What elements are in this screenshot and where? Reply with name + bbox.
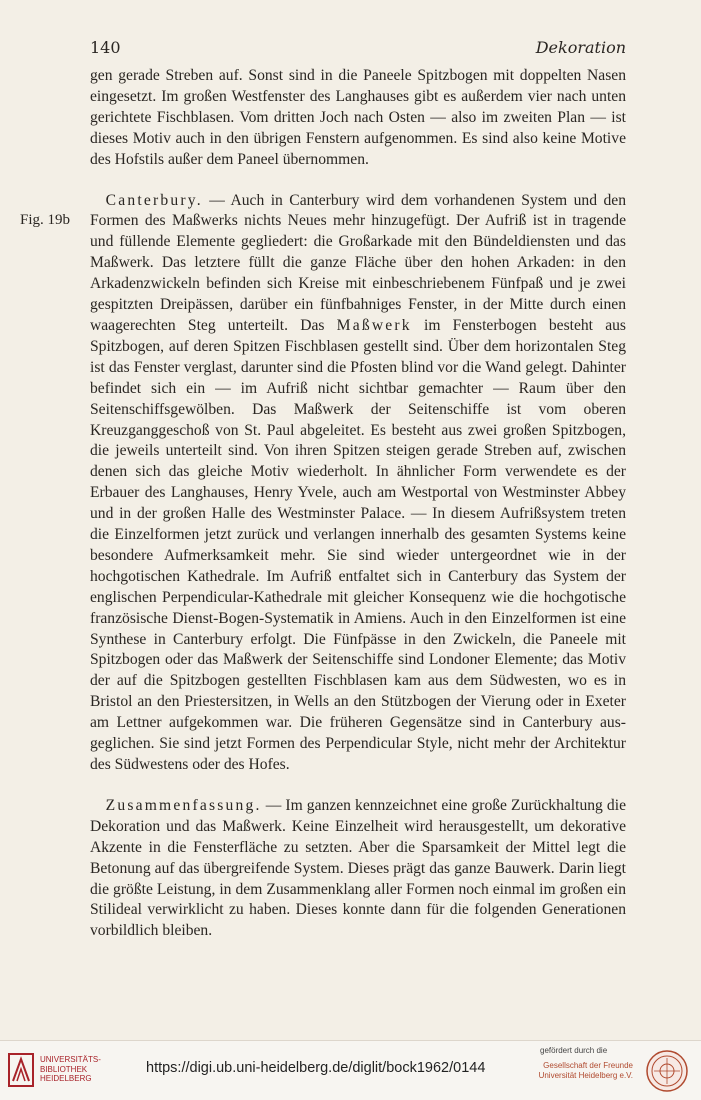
paragraph-canterbury — [90, 191, 626, 776]
paragraph-continuation: gen gerade Streben auf. Sonst sind in die Paneele Spitzbogen mit doppelten Nasen eingesetzt. Im großen Westfenster des Langhauses gibt es außerdem vier nach unten gerichtete Fischblasen. Vom dritten Joch nach Osten — also im zweiten Plan — ist dieses Motiv auch in den übrigen Fenstern aufgenommen. Es sind also keine Motive des Hofstils außer dem Paneel übernommen. — [90, 67, 626, 168]
page-header — [90, 38, 626, 60]
university-library-logo-icon[interactable] — [8, 1053, 34, 1087]
figure-margin-reference: Fig. 19b — [20, 212, 71, 228]
paragraph-canterbury-text-a: — Auch in Canterbury wird dem vorhandenen System und den Formen des Maßwerks nichts Neues mehr hinzugefügt. Der Aufriß ist in tragende und füllende Elemente gegliedert: die Großarkade mit den Bündeldiensten und das Maßwerk. Das letztere füllt die ganze Fläche über den hohen Arkaden: in den Arkadenzwickeln befinden sich Kreise mit einbeschriebenem Fünfpaß und je zwei gespitzten Dreipässen, darüber ein fünfbahniges Fenster, in der Mitte durch einen waagerechten Steg unterteilt. Das — [90, 191, 626, 334]
sponsor-name-line: Universität Heidelberg e.V. — [538, 1071, 633, 1080]
running-title: Dekoration — [535, 38, 626, 57]
section-lead-canterbury: Canterbury. — [105, 191, 203, 209]
sponsor-label: gefördert durch die — [540, 1046, 608, 1055]
spaced-term-masswerk: Maßwerk — [336, 316, 412, 334]
page-number: 140 — [90, 38, 121, 57]
permalink-url[interactable]: https://digi.ub.uni-heidelberg.de/diglit/bock1962/0144 — [146, 1060, 486, 1076]
sponsor-name-line: Gesellschaft der Freunde — [543, 1061, 633, 1070]
library-name-line: HEIDELBERG — [40, 1074, 92, 1083]
digitization-footer — [0, 1040, 701, 1100]
paragraph-gap — [90, 776, 626, 796]
library-name-line: BIBLIOTHEK — [40, 1064, 88, 1074]
paragraph-summary — [90, 796, 626, 942]
library-name-line: UNIVERSITÄTS- — [40, 1055, 101, 1064]
paragraph-gap — [90, 171, 626, 191]
university-seal-icon[interactable] — [645, 1049, 689, 1093]
university-library-name[interactable] — [40, 1055, 101, 1084]
body-text — [90, 66, 626, 942]
section-lead-summary: Zusammenfassung. — [105, 796, 262, 814]
paragraph-summary-text: — Im ganzen kennzeichnet eine große Zurückhaltung die Dekoration und das Maßwerk. Keine Einzelheit wird herausgestellt, um dekorative Akzente in die Fensterfläche zu setzten. Aber die Sparsamkeit der Mittel legt die Betonung auf das übergreifende System. Dieses prägt das ganze Bauwerk. Darin liegt die größte Leistung, in dem Zusammenklang aller Formen noch einmal im großen ein Stilideal verwirklicht zu haben. Dieses konnte dann für die folgenden Generationen vorbildlich bleiben. — [90, 796, 626, 940]
paragraph-canterbury-text-b: im Fensterbogen besteht aus Spitzbogen, auf deren Spitzen Fischblasen gestellt sind. Über dem horizontalen Steg ist das Fenster verglast, darunter sind die Pfosten blind vor die Wand gelegt. Dahinter befindet sich ein — im Aufriß nicht sichtbar gemachter — Raum über den Seitenschiffsgewölben. Das Maßwerk der Seitenschiffe ist vom oberen Kreuzganggeschoß von St. Paul abgeleitet. Es besteht aus zwei großen Spitzbogen, die jeweils unterteilt sind. Von ihren Spitzen steigen gerade Streben auf, zwischen denen sich das gleiche Motiv wiederholt. In ähnlicher Form verwendete es der Erbauer des Langhauses, Henry Yvele, auch am Westportal von Westminster Abbey und in der großen Halle des Westminster Palace. — In diesem Aufrißsystem treten die Einzelformen jetzt zurück und verlangen innerhalb des gesamten Systems keine besondere Aufmerksamkeit mehr. Sie sind wieder untergeordnet wie in der hochgotischen Kathedrale. Im Aufriß entfaltet sich in Canterbury das System der englischen Perpendicular-Kathedrale mit gleicher Konsequenz wie die hochgotische französische Dienst-Bogen-Systematik in Amiens. Auch in den Einzelformen ist eine Synthese in Canterbury erfolgt. Die Fünfpässe in den Zwickeln, die Paneele mit Spitzbogen oder das Maßwerk der Seitenschiffe sind Londoner Elemente; das Motiv der auf die Spitzbogen gestellten Fischblasen kam aus dem Südwesten, wo es in Bristol an den Priestersitzen, in Wells an den Stützbogen der Vierung oder in Exeter am Lettner aufgekommen war. Die früheren Gegensätze sind in Canterbury ausgeglichen. Sie sind jetzt Formen des Perpendicular Style, nicht mehr der Architektur des Südwestens oder des Hofes. — [90, 316, 626, 773]
sponsor-name[interactable] — [537, 1061, 633, 1081]
